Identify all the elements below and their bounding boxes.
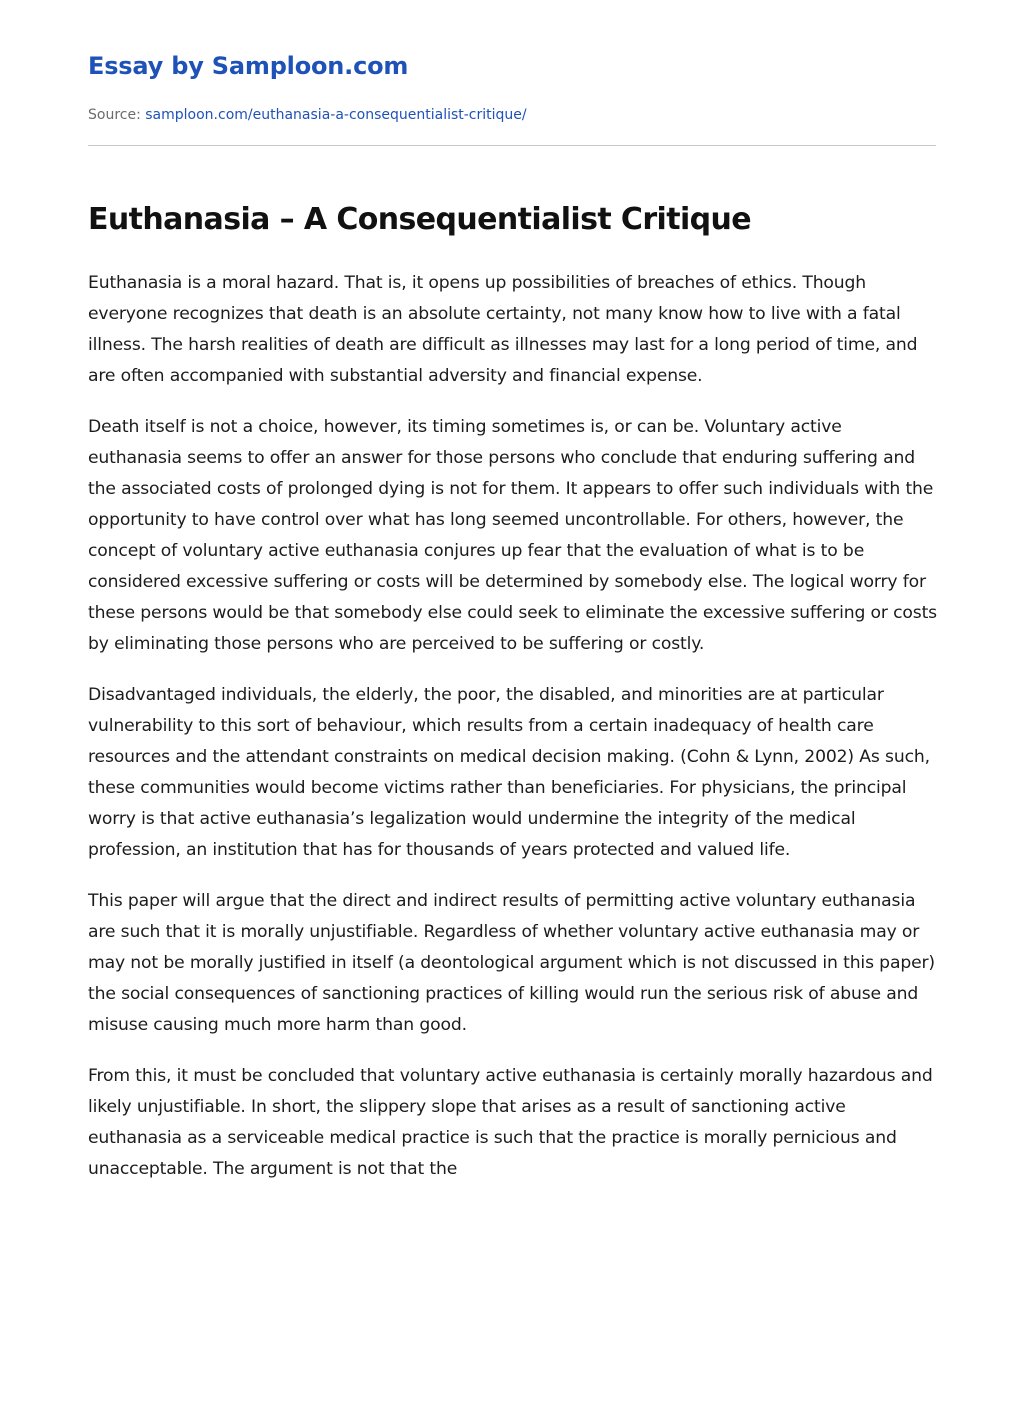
source-link[interactable]: samploon.com/euthanasia-a-consequentialist-critique/: [145, 107, 527, 123]
essay-paragraph: Death itself is not a choice, however, its timing sometimes is, or can be. Voluntary active euthanasia seems to offer an answer for those persons who conclude that enduring suffering and the associated costs of prolonged dying is not for them. It appears to offer such individuals with the opportunity to have control over what has long seemed uncontrollable. For others, however, the concept of voluntary active euthanasia conjures up fear that the evaluation of what is to be considered excessive suffering or costs will be determined by somebody else. The logical worry for these persons would be that somebody else could seek to eliminate the excessive suffering or costs by eliminating those persons who are perceived to be suffering or costly.: [88, 417, 937, 654]
source-line: [88, 107, 527, 123]
essay-paragraph: From this, it must be concluded that voluntary active euthanasia is certainly morally hazardous and likely unjustifiable. In short, the slippery slope that arises as a result of sanctioning active euthanasia as a serviceable medical practice is such that the practice is morally pernicious and unacceptable. The argument is not that the: [88, 1066, 933, 1179]
essay-paragraph: This paper will argue that the direct and indirect results of permitting active voluntary euthanasia are such that it is morally unjustifiable. Regardless of whether voluntary active euthanasia may or may not be morally justified in itself (a deontological argument which is not discussed in this paper) the social consequences of sanctioning practices of killing would run the serious risk of abuse and misuse causing much more harm than good.: [88, 891, 935, 1035]
essay-title: Euthanasia – A Consequentialist Critique: [88, 202, 752, 237]
header-divider: [88, 145, 936, 146]
essay-paragraph: Euthanasia is a moral hazard. That is, it opens up possibilities of breaches of ethics. Though everyone recognizes that death is an absolute certainty, not many know how to live with a fatal illness. The harsh realities of death are difficult as illnesses may last for a long period of time, and are often accompanied with substantial adversity and financial expense.: [88, 273, 918, 386]
essay-paragraph: Disadvantaged individuals, the elderly, the poor, the disabled, and minorities are at particular vulnerability to this sort of behaviour, which results from a certain inadequacy of health care resources and the attendant constraints on medical decision making. (Cohn & Lynn, 2002) As such, these communities would become victims rather than beneficiaries. For physicians, the principal worry is that active euthanasia’s legalization would undermine the integrity of the medical profession, an institution that has for thousands of years protected and valued life.: [88, 685, 930, 860]
essay-body: [88, 268, 940, 1205]
site-brand[interactable]: Essay by Samploon.com: [88, 52, 409, 80]
source-label: Source:: [88, 107, 141, 123]
